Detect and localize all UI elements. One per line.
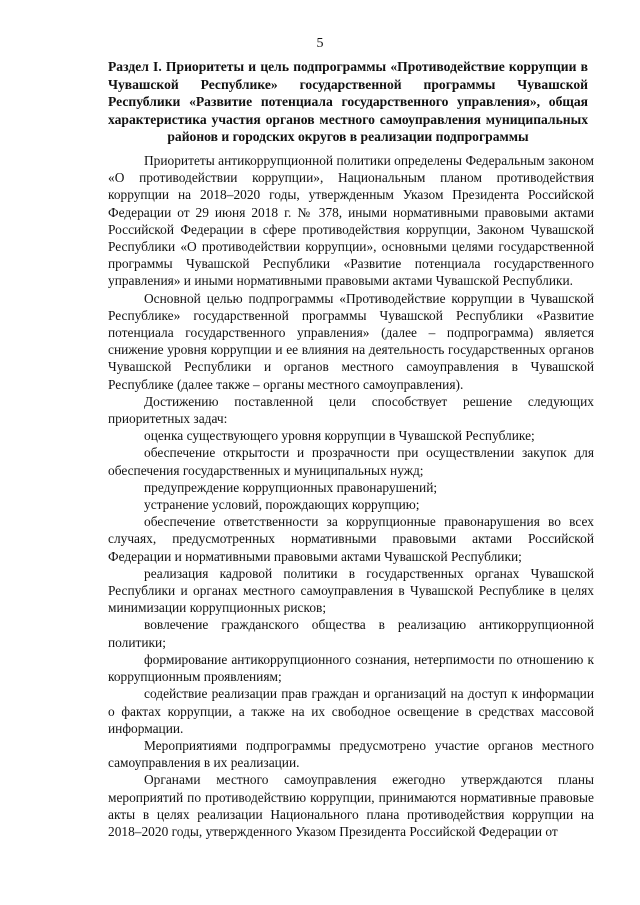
task-item: оценка существующего уровня коррупции в Чувашской Республике; bbox=[144, 428, 535, 444]
paragraph: Мероприятиями подпрограммы предусмотрено участие органов местного самоуправления в их реализации. bbox=[108, 737, 594, 771]
page-number: 5 bbox=[316, 36, 324, 51]
task-item: реализация кадровой политики в государственных органах Чувашской Республики и органах местного самоуправления в Чувашской Республике в целях минимизации коррупционных рисков; bbox=[108, 565, 594, 616]
paragraph: Приоритеты антикоррупционной политики определены Федеральным законом «О противодействии коррупции», Национальным планом противодействия коррупции на 2018–2020 годы, утвержденным Указом Президента Российской Федерации от 29 июня 2018 г. № 378, иными нормативными правовыми актами Российской Федерации в сфере противодействия коррупции, Законом Чувашской Республики «О противодействии коррупции», основными целями государственной программы Чувашской Республики «Развитие потенциала государственного управления» и иными нормативными правовыми актами Чувашской Республики. bbox=[108, 153, 594, 289]
body-text bbox=[108, 152, 594, 840]
task-item: обеспечение открытости и прозрачности при осуществлении закупок для обеспечения государственных и муниципальных нужд; bbox=[108, 445, 594, 478]
paragraph: Основной целью подпрограммы «Противодействие коррупции в Чувашской Республике» государственной программы Чувашской Республики «Развитие потенциала государственного управления» (далее – подпрограмма) является снижение уровня коррупции и ее влияния на деятельность государственных органов Чувашской Республики и органов местного самоуправления в Чувашской Республике (далее также – органы местного самоуправления). bbox=[108, 290, 594, 392]
paragraph: Достижению поставленной цели способствует решение следующих приоритетных задач: bbox=[108, 393, 594, 427]
task-item: обеспечение ответственности за коррупционные правонарушения во всех случаях, предусмотренных нормативными правовыми актами Российской Федерации и нормативными правовыми актами Чувашской Республики; bbox=[108, 514, 594, 564]
task-item: вовлечение гражданского общества в реализацию антикоррупционной политики; bbox=[108, 617, 594, 650]
paragraph: Органами местного самоуправления ежегодно утверждаются планы мероприятий по противодействию коррупции, принимаются нормативные правовые акты в целях реализации Национального плана противодействия коррупции на 2018–2020 годы, утвержденного Указом Президента Российской Федерации от bbox=[108, 772, 594, 839]
task-item: предупреждение коррупционных правонарушений; bbox=[144, 479, 438, 495]
task-item: формирование антикоррупционного сознания, нетерпимости по отношению к коррупционным проявлениям; bbox=[108, 651, 594, 685]
task-item: устранение условий, порождающих коррупцию; bbox=[144, 497, 420, 513]
task-item: содействие реализации прав граждан и организаций на доступ к информации о фактах коррупции, а также на их свободное освещение в средствах массовой информации. bbox=[108, 686, 594, 736]
section-heading: Раздел I. Приоритеты и цель подпрограммы «Противодействие коррупции в Чувашской Республике» государственной программы Чувашской Республики «Развитие потенциала государственного управления», общая характеристика участия органов местного самоуправления муниципальных районов и городских округов в реализации подпрограммы bbox=[108, 59, 588, 144]
